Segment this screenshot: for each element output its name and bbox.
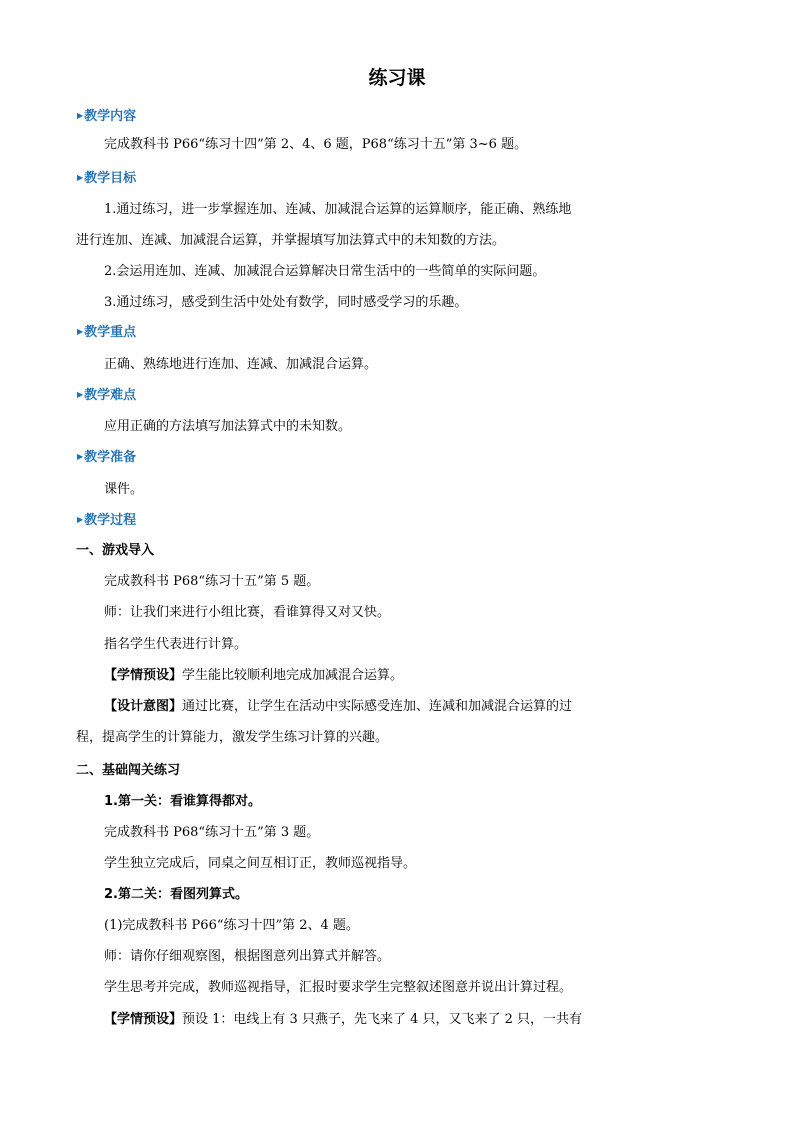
triangle-bullet-icon: ▶ [77, 111, 84, 120]
learning-preview-label: 【学情预设】 [104, 1012, 183, 1027]
goal-1-line-1: 1.通过练习，进一步掌握连加、连减、加减混合运算的运算顺序，能正确、熟练地 [104, 202, 572, 217]
section-1-paragraph-2: 师：让我们来进行小组比赛，看谁算得又对又快。 [104, 605, 391, 620]
learning-preview-label: 【学情预设】 [104, 668, 183, 683]
triangle-bullet-icon: ▶ [77, 173, 84, 182]
goal-1-line-2: 进行连加、连减、加减混合运算，并掌握填写加法算式中的未知数的方法。 [76, 233, 506, 248]
page-title: 练习课 [368, 67, 426, 89]
triangle-bullet-icon: ▶ [77, 452, 84, 461]
section-2-title: 二、基础闯关练习 [76, 763, 181, 778]
triangle-bullet-icon: ▶ [77, 390, 84, 399]
triangle-bullet-icon: ▶ [77, 515, 84, 524]
section-1-paragraph-1: 完成教科书 P68“练习十五”第 5 题。 [104, 574, 320, 589]
section-1-paragraph-3: 指名学生代表进行计算。 [104, 637, 248, 652]
level-2-paragraph-3: 学生思考并完成，教师巡视指导，汇报时要求学生完整叙述图意并说出计算过程。 [104, 980, 573, 995]
section-1-paragraph-4: 【学情预设】学生能比较顺利地完成加减混合运算。 [104, 668, 404, 683]
section-1-paragraph-5-line-2: 程，提高学生的计算能力，激发学生练习计算的兴趣。 [76, 730, 389, 745]
level-2-paragraph-2: 师：请你仔细观察图，根据图意列出算式并解答。 [104, 949, 391, 964]
section-1-paragraph-5: 【设计意图】通过比赛，让学生在活动中实际感受连加、连减和加减混合运算的过 [104, 699, 573, 714]
heading-teaching-goals: ▶教学目标 [77, 171, 137, 186]
heading-preparation: ▶教学准备 [77, 450, 137, 465]
level-1-paragraph-1: 完成教科书 P68“练习十五”第 3 题。 [104, 825, 320, 840]
goal-3: 3.通过练习，感受到生活中处处有数学，同时感受学习的乐趣。 [104, 295, 468, 310]
design-intent-label: 【设计意图】 [104, 699, 183, 714]
heading-teaching-process: ▶教学过程 [77, 513, 137, 528]
level-1-title: 1.第一关：看谁算得都对。 [104, 794, 261, 809]
heading-difficulty: ▶教学难点 [77, 388, 137, 403]
level-2-paragraph-1: (1)完成教科书 P66“练习十四”第 2、4 题。 [104, 918, 359, 933]
prep-paragraph: 课件。 [104, 482, 144, 497]
difficulty-paragraph: 应用正确的方法填写加法算式中的未知数。 [104, 419, 352, 434]
triangle-bullet-icon: ▶ [77, 327, 84, 336]
level-2-title: 2.第二关：看图列算式。 [104, 887, 248, 902]
section-1-title: 一、游戏导入 [76, 543, 155, 558]
heading-teaching-content: ▶教学内容 [77, 109, 137, 124]
level-1-paragraph-2: 学生独立完成后，同桌之间互相订正，教师巡视指导。 [104, 856, 417, 871]
key-paragraph: 正确、熟练地进行连加、连减、加减混合运算。 [104, 357, 378, 372]
content-paragraph: 完成教科书 P66“练习十四”第 2、4、6 题，P68“练习十五”第 3~6 题。 [104, 137, 528, 152]
heading-key-points: ▶教学重点 [77, 325, 137, 340]
goal-2: 2.会运用连加、连减、加减混合运算解决日常生活中的一些简单的实际问题。 [104, 264, 546, 279]
level-2-paragraph-4: 【学情预设】预设 1：电线上有 3 只燕子，先飞来了 4 只，又飞来了 2 只，一共有 [104, 1012, 583, 1027]
